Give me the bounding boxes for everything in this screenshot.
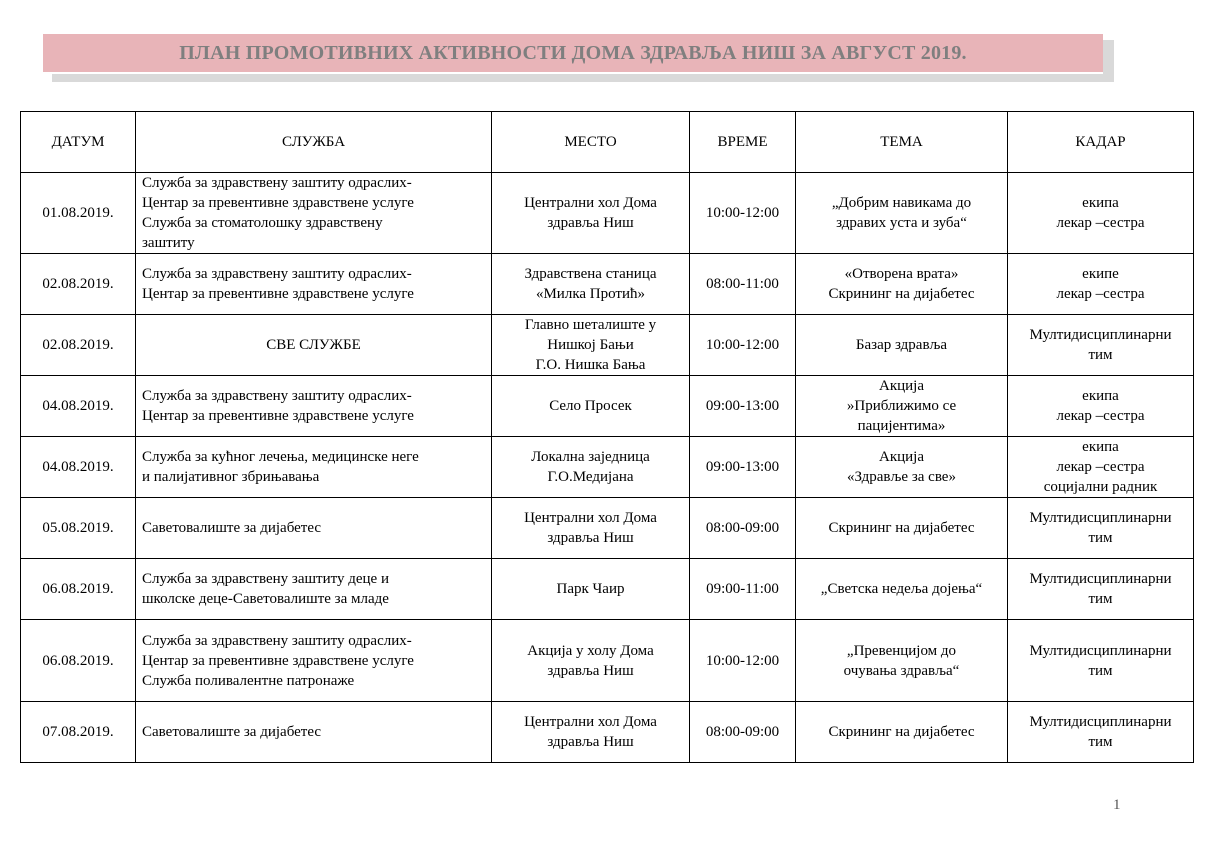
cell-time: 08:00-09:00 <box>690 702 796 763</box>
cell-time: 08:00-11:00 <box>690 254 796 315</box>
cell-topic: „Добрим навикама до здравих уста и зуба“ <box>796 173 1008 254</box>
cell-service: Служба за здравствену заштиту одраслих- Центар за превентивне здравствене услуге Служба за стоматолошку здравствену заштиту <box>136 173 492 254</box>
cell-topic: Скрининг на дијабетес <box>796 702 1008 763</box>
cell-staff: екипа лекар –сестра социјални радник <box>1008 437 1194 498</box>
cell-date: 01.08.2019. <box>21 173 136 254</box>
table-row <box>21 315 1194 376</box>
cell-service: Служба за здравствену заштиту одраслих- Центар за превентивне здравствене услуге <box>136 254 492 315</box>
cell-date: 04.08.2019. <box>21 437 136 498</box>
cell-place: Акција у холу Дома здравља Ниш <box>492 620 690 702</box>
cell-topic: „Светска недеља дојења“ <box>796 559 1008 620</box>
cell-service: СВЕ СЛУЖБЕ <box>136 315 492 376</box>
cell-place: Централни хол Дома здравља Ниш <box>492 702 690 763</box>
column-header-staff: КАДАР <box>1008 112 1194 173</box>
cell-topic: Базар здравља <box>796 315 1008 376</box>
cell-topic: Акција «Здравље за све» <box>796 437 1008 498</box>
cell-staff: екипа лекар –сестра <box>1008 376 1194 437</box>
cell-time: 09:00-11:00 <box>690 559 796 620</box>
cell-place: Главно шеталиште у Нишкој Бањи Г.О. Нишка Бања <box>492 315 690 376</box>
table-row <box>21 620 1194 702</box>
cell-staff: Мултидисциплинарни тим <box>1008 702 1194 763</box>
cell-staff: Мултидисциплинарни тим <box>1008 620 1194 702</box>
table-row <box>21 498 1194 559</box>
cell-service: Служба за здравствену заштиту деце и школске деце-Саветовалиште за младе <box>136 559 492 620</box>
cell-place: Централни хол Дома здравља Ниш <box>492 173 690 254</box>
cell-time: 09:00-13:00 <box>690 437 796 498</box>
column-header-topic: ТЕМА <box>796 112 1008 173</box>
page-title: ПЛАН ПРОМОТИВНИХ АКТИВНОСТИ ДОМА ЗДРАВЉА НИШ ЗА АВГУСТ 2019. <box>179 41 967 64</box>
table-row <box>21 437 1194 498</box>
column-header-service: СЛУЖБА <box>136 112 492 173</box>
table-row <box>21 559 1194 620</box>
cell-time: 09:00-13:00 <box>690 376 796 437</box>
page-number: 1 <box>1113 797 1121 813</box>
cell-time: 10:00-12:00 <box>690 315 796 376</box>
cell-date: 02.08.2019. <box>21 254 136 315</box>
cell-staff: Мултидисциплинарни тим <box>1008 559 1194 620</box>
title-banner <box>43 34 1103 74</box>
table-row <box>21 702 1194 763</box>
cell-time: 10:00-12:00 <box>690 173 796 254</box>
column-header-place: МЕСТО <box>492 112 690 173</box>
column-header-time: ВРЕМЕ <box>690 112 796 173</box>
cell-staff: Мултидисциплинарни тим <box>1008 315 1194 376</box>
cell-place: Централни хол Дома здравља Ниш <box>492 498 690 559</box>
table-row <box>21 254 1194 315</box>
cell-date: 05.08.2019. <box>21 498 136 559</box>
cell-topic: „Превенцијом до очувања здравља“ <box>796 620 1008 702</box>
cell-date: 02.08.2019. <box>21 315 136 376</box>
cell-staff: екипа лекар –сестра <box>1008 173 1194 254</box>
cell-date: 04.08.2019. <box>21 376 136 437</box>
cell-service: Саветовалиште за дијабетес <box>136 702 492 763</box>
cell-staff: Мултидисциплинарни тим <box>1008 498 1194 559</box>
cell-staff: екипе лекар –сестра <box>1008 254 1194 315</box>
cell-place: Здравствена станица «Милка Протић» <box>492 254 690 315</box>
cell-date: 07.08.2019. <box>21 702 136 763</box>
cell-service: Служба за кућног лечења, медицинске неге и палијативног збрињавања <box>136 437 492 498</box>
cell-time: 08:00-09:00 <box>690 498 796 559</box>
cell-date: 06.08.2019. <box>21 559 136 620</box>
cell-service: Служба за здравствену заштиту одраслих- Центар за превентивне здравствене услуге <box>136 376 492 437</box>
cell-date: 06.08.2019. <box>21 620 136 702</box>
table-header-row <box>21 112 1194 173</box>
cell-topic: «Отворена врата» Скрининг на дијабетес <box>796 254 1008 315</box>
cell-topic: Акција »Приближимо се пацијентима» <box>796 376 1008 437</box>
activity-plan-table <box>20 111 1194 763</box>
table-row <box>21 173 1194 254</box>
cell-time: 10:00-12:00 <box>690 620 796 702</box>
column-header-date: ДАТУМ <box>21 112 136 173</box>
table-row <box>21 376 1194 437</box>
cell-topic: Скрининг на дијабетес <box>796 498 1008 559</box>
cell-place: Село Просек <box>492 376 690 437</box>
cell-place: Локална заједница Г.О.Медијана <box>492 437 690 498</box>
cell-place: Парк Чаир <box>492 559 690 620</box>
cell-service: Саветовалиште за дијабетес <box>136 498 492 559</box>
cell-service: Служба за здравствену заштиту одраслих- Центар за превентивне здравствене услуге Служба поливалентне патронаже <box>136 620 492 702</box>
